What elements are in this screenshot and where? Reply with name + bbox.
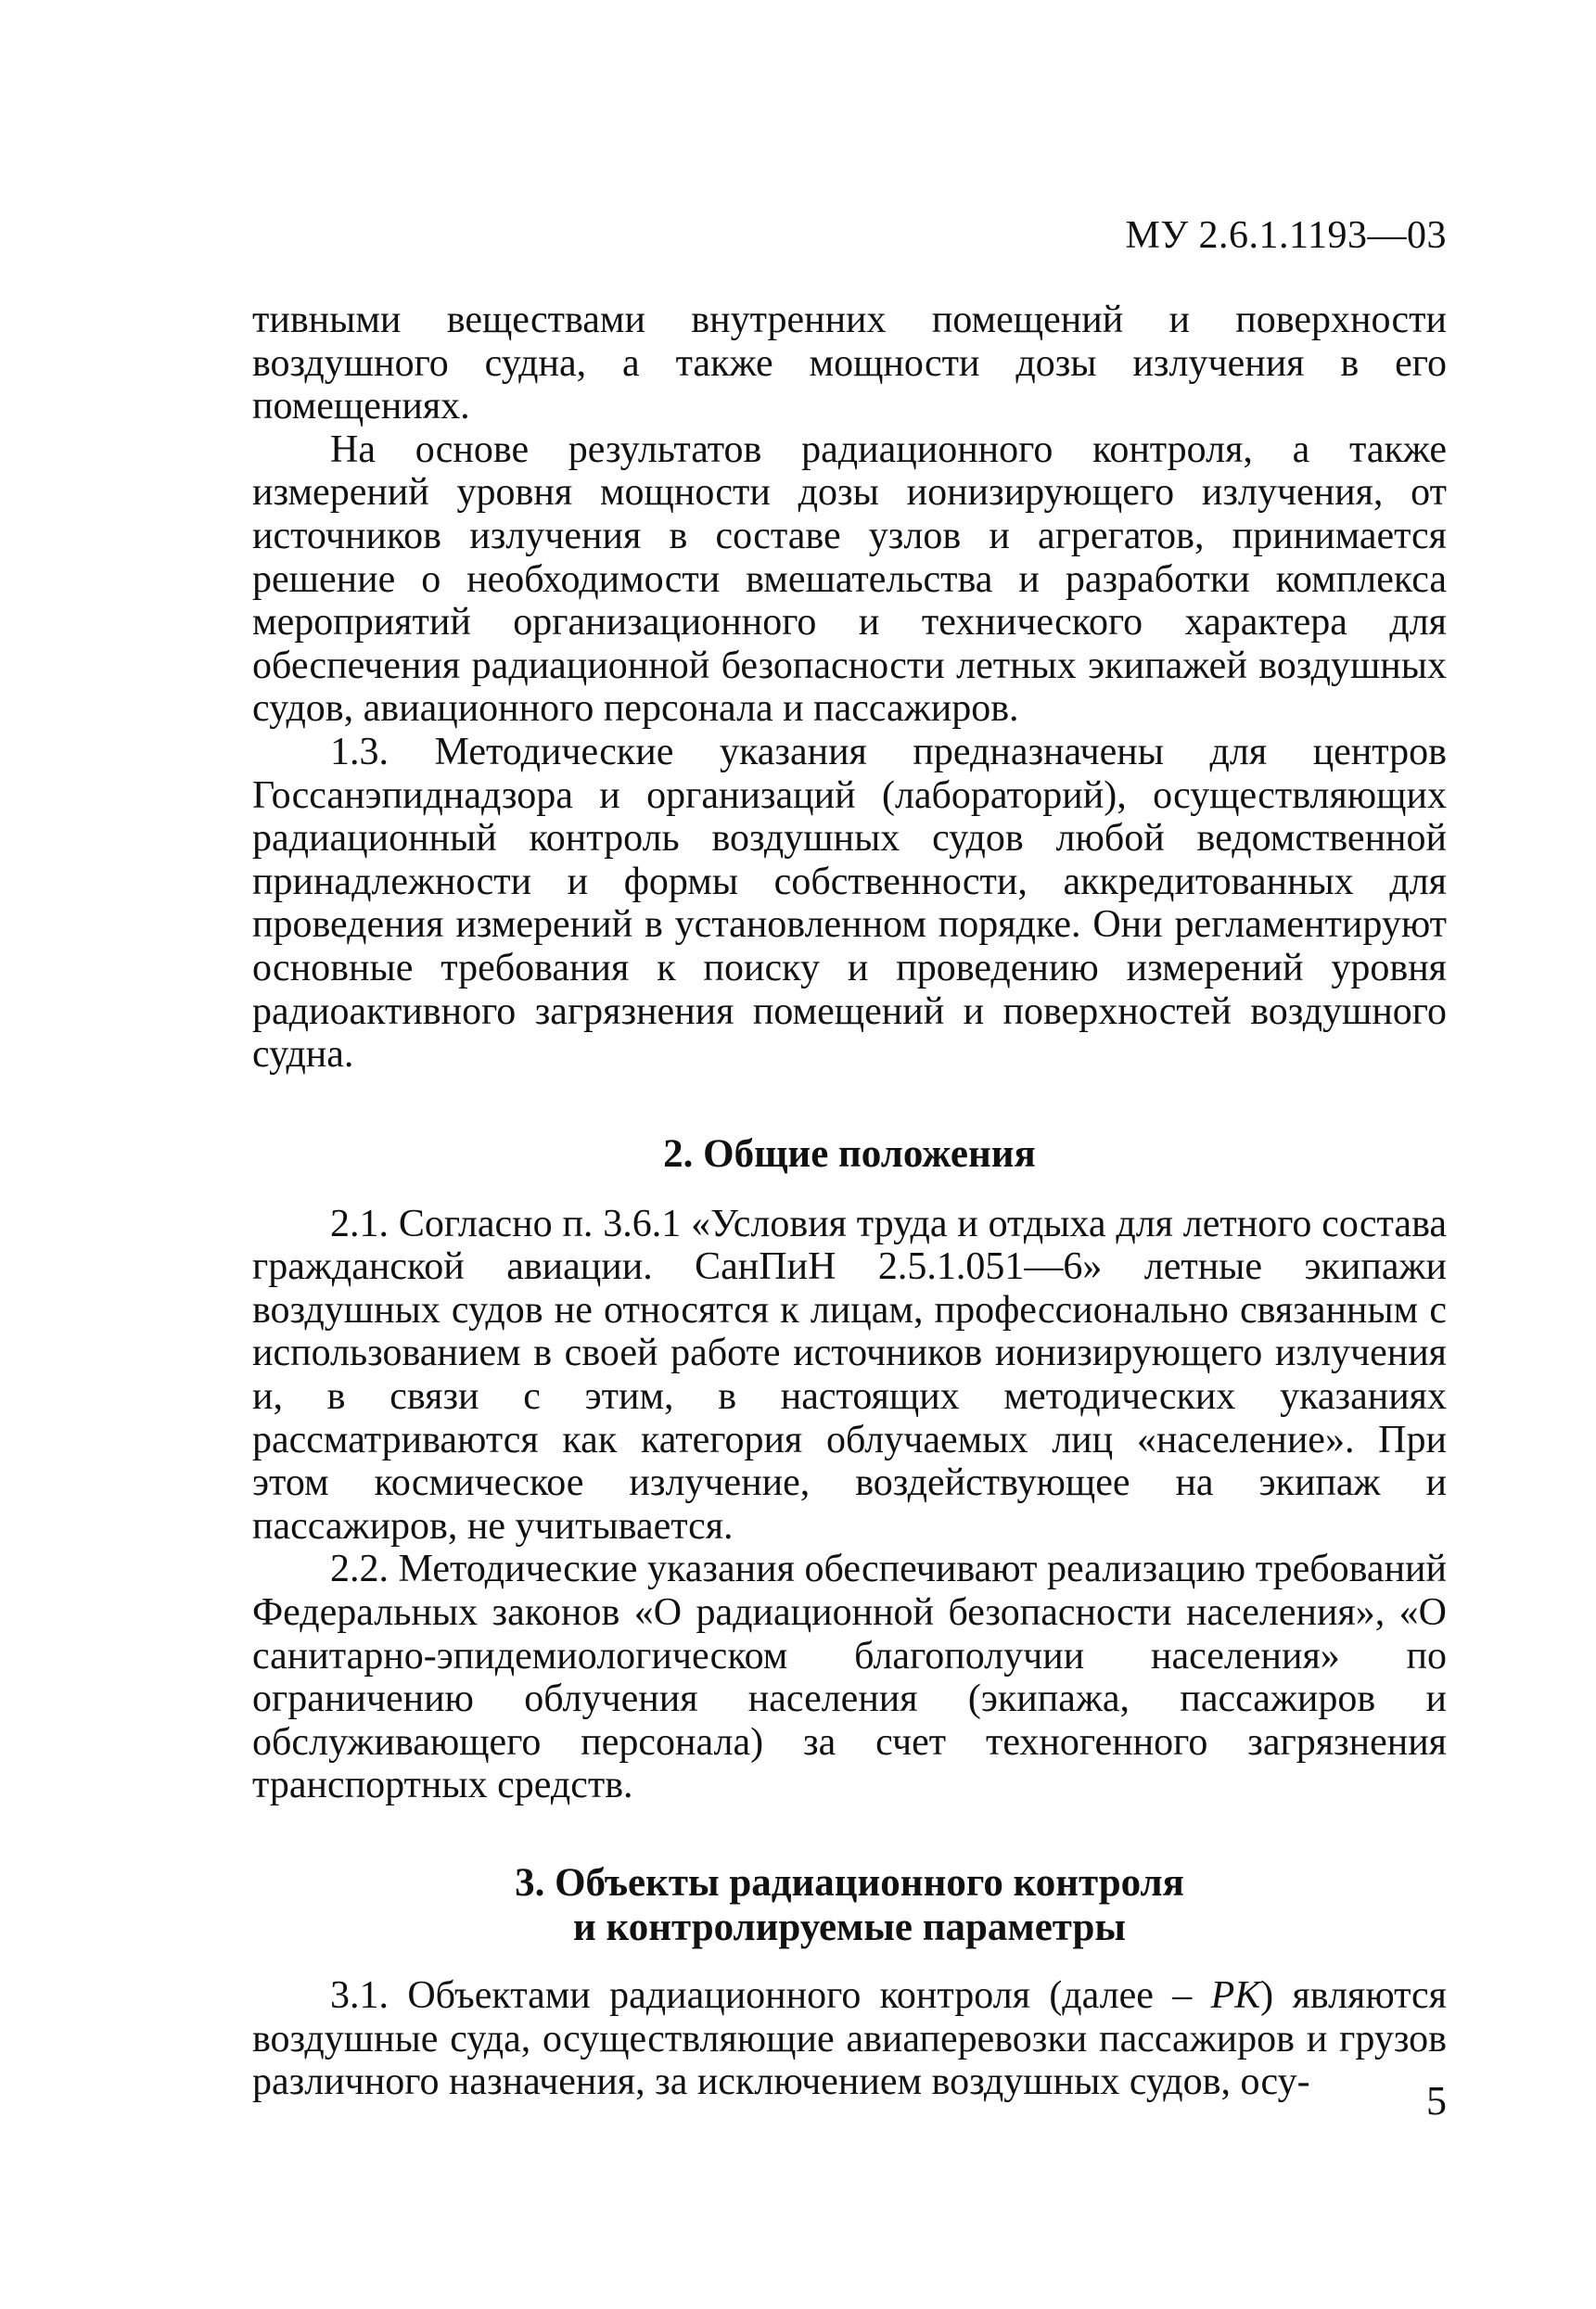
paragraph-3-1-lead: 3.1. Объектами радиационного контроля (далее – bbox=[330, 1974, 1211, 2017]
document-code: МУ 2.6.1.1193—03 bbox=[1125, 214, 1447, 257]
page-number: 5 bbox=[1426, 2078, 1447, 2124]
paragraph-continuation: тивными веществами внутренних помещений и поверхности воздушного судна, а также мощности дозы излучения в его помещениях. bbox=[252, 299, 1447, 428]
paragraph-1-3: 1.3. Методические указания предназначены для центров Госсанэпиднадзора и организаций (лабораторий), осуществляющих радиационный контроль воздушных судов любой ведомственной принадлежности и формы собственности, аккредитованных для проведения измерений в установленном порядке. Они регламентируют основные требования к поиску и проведению измерений уровня радиоактивного загрязнения помещений и поверхностей воздушного судна. bbox=[252, 730, 1447, 1077]
section-2-heading: 2. Общие положения bbox=[663, 1131, 1036, 1176]
paragraph-2-2: 2.2. Методические указания обеспечивают реализацию требований Федеральных законов «О радиационной безопасности населения», «О санитарно-эпидемиологическом благополучии населения» по ограничению облучения населения (экипажа, пассажиров и обслуживающего персонала) за счет техногенного загрязнения транспортных средств. bbox=[252, 1548, 1447, 1807]
section-3-heading-line-2: и контролируемые параметры bbox=[573, 1906, 1126, 1949]
section-3-heading bbox=[252, 1861, 1447, 1950]
paragraph-3-1-abbr: РК bbox=[1210, 1974, 1261, 2017]
paragraph-3-1 bbox=[252, 1974, 1447, 2104]
paragraph-control-results: На основе результатов радиационного контроля, а также измерений уровня мощности дозы ионизирующего излучения, от источников излучения в составе узлов и агрегатов, принимается решение о необходимости вмешательства и разработки комплекса мероприятий организационного и технического характера для обеспечения радиационной безопасности летных экипажей воздушных судов, авиационного персонала и пассажиров. bbox=[252, 427, 1447, 731]
page-body bbox=[252, 299, 1447, 2104]
section-3-heading-line-1: 3. Объекты радиационного контроля bbox=[515, 1861, 1184, 1905]
paragraph-3-1-rest: ) являются воздушные суда, осуществляющие авиаперевозки пассажиров и грузов различного назначения, за исключением воздушных судов, осу- bbox=[252, 1974, 1448, 2104]
paragraph-2-1: 2.1. Согласно п. 3.6.1 «Условия труда и отдыха для летного состава гражданской авиации. СанПиН 2.5.1.051—6» летные экипажи воздушных судов не относятся к лицам, профессионально связанным с использованием в своей работе источников ионизирующего излучения и, в связи с этим, в настоящих методических указаниях рассматриваются как категория облучаемых лиц «население». При этом космическое излучение, воздействующее на экипаж и пассажиров, не учитывается. bbox=[252, 1202, 1447, 1548]
